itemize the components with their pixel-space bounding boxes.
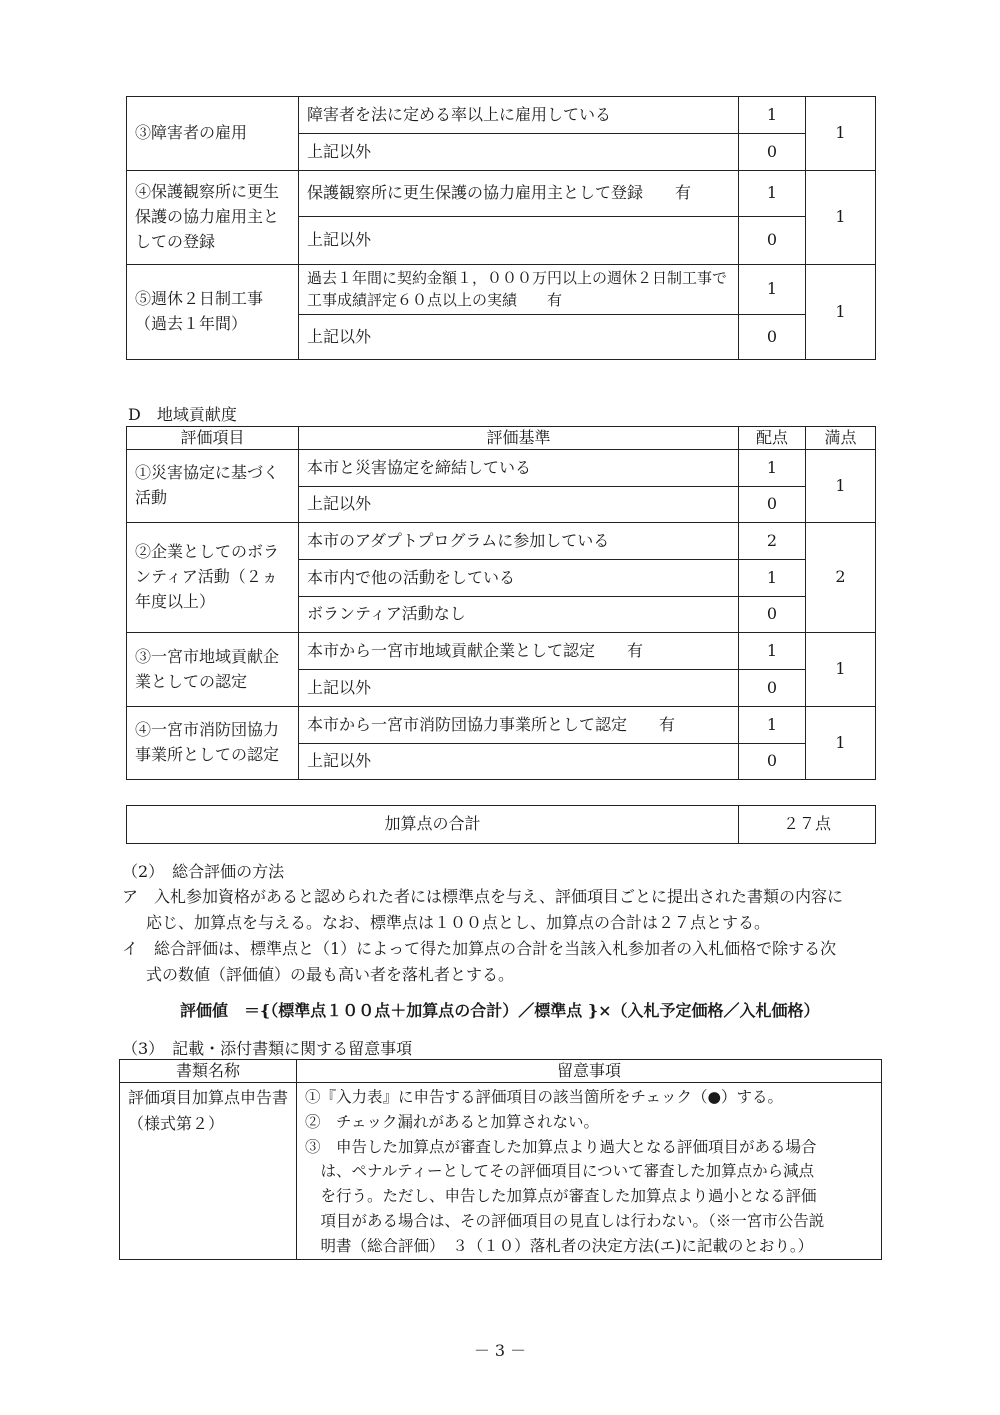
page-number: － 3 －: [473, 1341, 527, 1360]
header-notes: 留意事項: [297, 1060, 882, 1083]
points-cell: 0: [739, 670, 806, 707]
max-cell: 1: [806, 633, 876, 707]
item-cell: ⑤週休２日制工事（過去１年間）: [127, 265, 299, 360]
notes-cell: [297, 1083, 882, 1260]
points-cell: 0: [739, 744, 806, 780]
note-line: ② チェック漏れがあると加算されない。: [305, 1112, 600, 1131]
criterion-cell: 上記以外: [299, 744, 739, 780]
criterion-cell: 上記以外: [299, 670, 739, 707]
notes-title: （3） 記載・添付書類に関する留意事項: [122, 1039, 413, 1058]
total-table: [126, 805, 876, 844]
note-line: ③ 申告した加算点が審査した加算点より過大となる評価項目がある場合: [305, 1137, 817, 1156]
method-title: （2） 総合評価の方法: [122, 862, 285, 881]
max-cell: 1: [806, 265, 876, 360]
method-i-line1: イ 総合評価は、標準点と（1）によって得た加算点の合計を当該入札参加者の入札価格で除する次: [122, 939, 837, 958]
method-i-line2: 式の数値（評価値）の最も高い者を落札者とする。: [146, 965, 515, 984]
points-cell: 1: [739, 633, 806, 670]
criterion-cell: 上記以外: [299, 487, 739, 523]
criterion-cell: ボランティア活動なし: [299, 597, 739, 633]
item-cell: ③一宮市地域貢献企業としての認定: [127, 633, 299, 707]
criterion-cell: 過去１年間に契約金額１，０００万円以上の週休２日制工事で工事成績評定６０点以上の実績 有: [299, 265, 739, 315]
criterion-cell: 本市と災害協定を締結している: [299, 450, 739, 487]
max-cell: 1: [806, 97, 876, 171]
item-cell: ②企業としてのボランティア活動（２ヵ年度以上）: [127, 523, 299, 633]
header-points: 配点: [739, 427, 806, 450]
criterion-cell: 上記以外: [299, 217, 739, 265]
max-cell: 1: [806, 450, 876, 523]
points-cell: 1: [739, 450, 806, 487]
points-cell: 1: [739, 707, 806, 744]
criterion-cell: 本市から一宮市消防団協力事業所として認定 有: [299, 707, 739, 744]
header-criterion: 評価基準: [299, 427, 739, 450]
note-line: 項目がある場合は、その評価項目の見直しは行わない。（※一宮市公告説: [305, 1211, 825, 1230]
note-line: ①『入力表』に申告する評価項目の該当箇所をチェック（●）する。: [305, 1088, 784, 1106]
points-cell: 0: [739, 315, 806, 360]
criterion-cell: 障害者を法に定める率以上に雇用している: [299, 97, 739, 134]
points-cell: 1: [739, 97, 806, 134]
item-cell: ③障害者の雇用: [127, 97, 299, 171]
header-item: 評価項目: [127, 427, 299, 450]
criterion-cell: 本市内で他の活動をしている: [299, 560, 739, 597]
points-cell: 1: [739, 265, 806, 315]
max-cell: 1: [806, 707, 876, 780]
method-a-line2: 応じ、加算点を与える。なお、標準点は１００点とし、加算点の合計は２７点とする。: [146, 913, 771, 932]
points-cell: 0: [739, 217, 806, 265]
item-cell: ④保護観察所に更生保護の協力雇用主としての登録: [127, 171, 299, 265]
total-label: 加算点の合計: [127, 806, 739, 844]
points-cell: 1: [739, 560, 806, 597]
points-cell: 1: [739, 171, 806, 217]
criterion-cell: 上記以外: [299, 134, 739, 171]
method-a-line1: ア 入札参加資格があると認められた者には標準点を与え、評価項目ごとに提出された書類の内容に: [122, 887, 843, 906]
note-line: を行う。ただし、申告した加算点が審査した加算点より過小となる評価: [305, 1187, 817, 1206]
max-cell: 2: [806, 523, 876, 633]
max-cell: 1: [806, 171, 876, 265]
table-d: [126, 426, 876, 780]
criterion-cell: 本市から一宮市地域貢献企業として認定 有: [299, 633, 739, 670]
points-cell: 0: [739, 487, 806, 523]
points-cell: 0: [739, 597, 806, 633]
item-cell: ①災害協定に基づく活動: [127, 450, 299, 523]
header-max: 満点: [806, 427, 876, 450]
notes-table: [119, 1059, 882, 1260]
header-doc-name: 書類名称: [120, 1060, 297, 1083]
criterion-cell: 保護観察所に更生保護の協力雇用主として登録 有: [299, 171, 739, 217]
points-cell: 0: [739, 134, 806, 171]
item-cell: ④一宮市消防団協力事業所としての認定: [127, 707, 299, 780]
criterion-cell: 本市のアダプトプログラムに参加している: [299, 523, 739, 560]
note-line: は、ペナルティーとしてその評価項目について審査した加算点から減点: [305, 1162, 815, 1181]
section-d-title: D 地域貢献度: [128, 405, 237, 424]
points-cell: 2: [739, 523, 806, 560]
table-c: [126, 96, 876, 360]
criterion-cell: 上記以外: [299, 315, 739, 360]
evaluation-formula: 評価値 ＝{（標準点１００点＋加算点の合計）／標準点 }×（入札予定価格／入札価格）: [180, 1001, 820, 1020]
total-value: ２７点: [739, 806, 876, 844]
note-line: 明書（総合評価） ３（１０）落札者の決定方法(エ)に記載のとおり。）: [305, 1236, 814, 1255]
doc-name-cell: 評価項目加算点申告書（様式第２）: [120, 1083, 297, 1260]
